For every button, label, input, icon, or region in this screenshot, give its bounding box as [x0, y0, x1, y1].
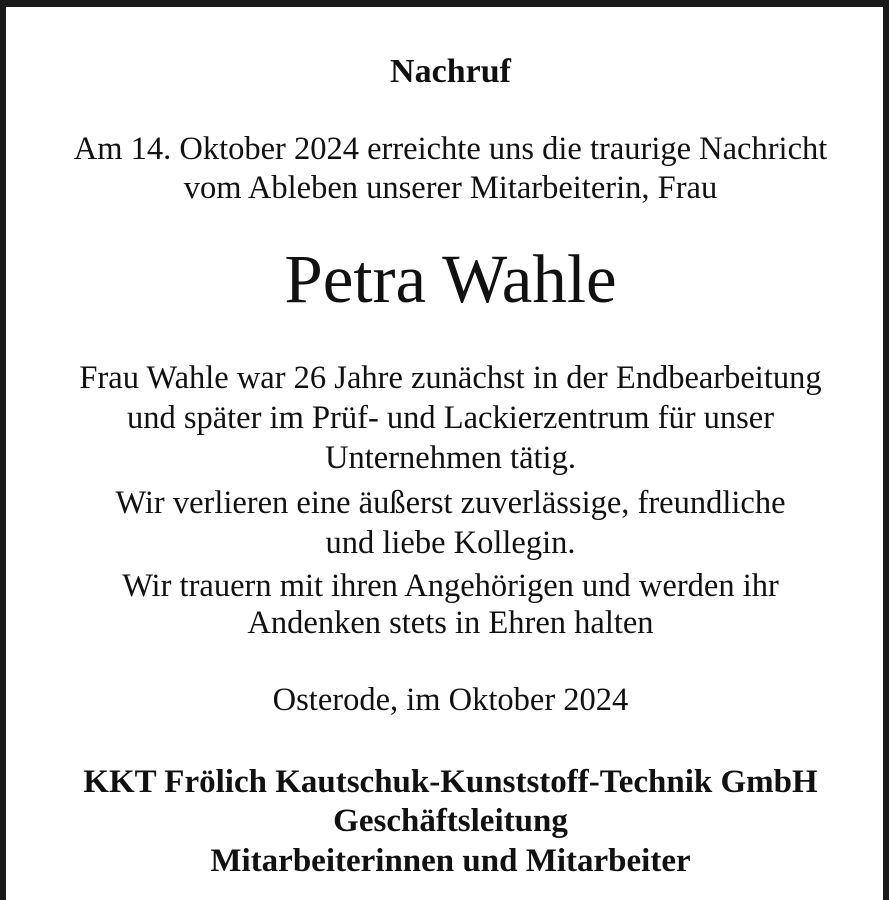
- notice-heading: Nachruf: [390, 53, 511, 90]
- tribute-line-1: Frau Wahle war 26 Jahre zunächst in der Endbearbeitung: [79, 360, 822, 396]
- place-date: Osterode, im Oktober 2024: [272, 682, 629, 718]
- intro-line-1: Am 14. Oktober 2024 erreichte uns die traurige Nachricht: [73, 131, 828, 167]
- tribute-line-5: und liebe Kollegin.: [325, 525, 576, 561]
- management-signature: Geschäftsleitung: [333, 803, 568, 839]
- tribute-line-3: Unternehmen tätig.: [325, 440, 576, 476]
- intro-line-2: vom Ableben unserer Mitarbeiterin, Frau: [183, 170, 718, 206]
- tribute-line-2: und später im Prüf- und Lackierzentrum für unser: [126, 400, 775, 436]
- tribute-line-4: Wir verlieren eine äußerst zuverlässige, freundliche: [115, 485, 786, 521]
- tribute-line-6: Wir trauern mit ihren Angehörigen und werden ihr: [122, 568, 779, 604]
- company-name: KKT Frölich Kautschuk-Kunststoff-Technik GmbH: [83, 764, 818, 800]
- deceased-name: Petra Wahle: [284, 241, 617, 317]
- tribute-line-7: Andenken stets in Ehren halten: [247, 605, 654, 641]
- staff-signature: Mitarbeiterinnen und Mitarbeiter: [210, 843, 691, 879]
